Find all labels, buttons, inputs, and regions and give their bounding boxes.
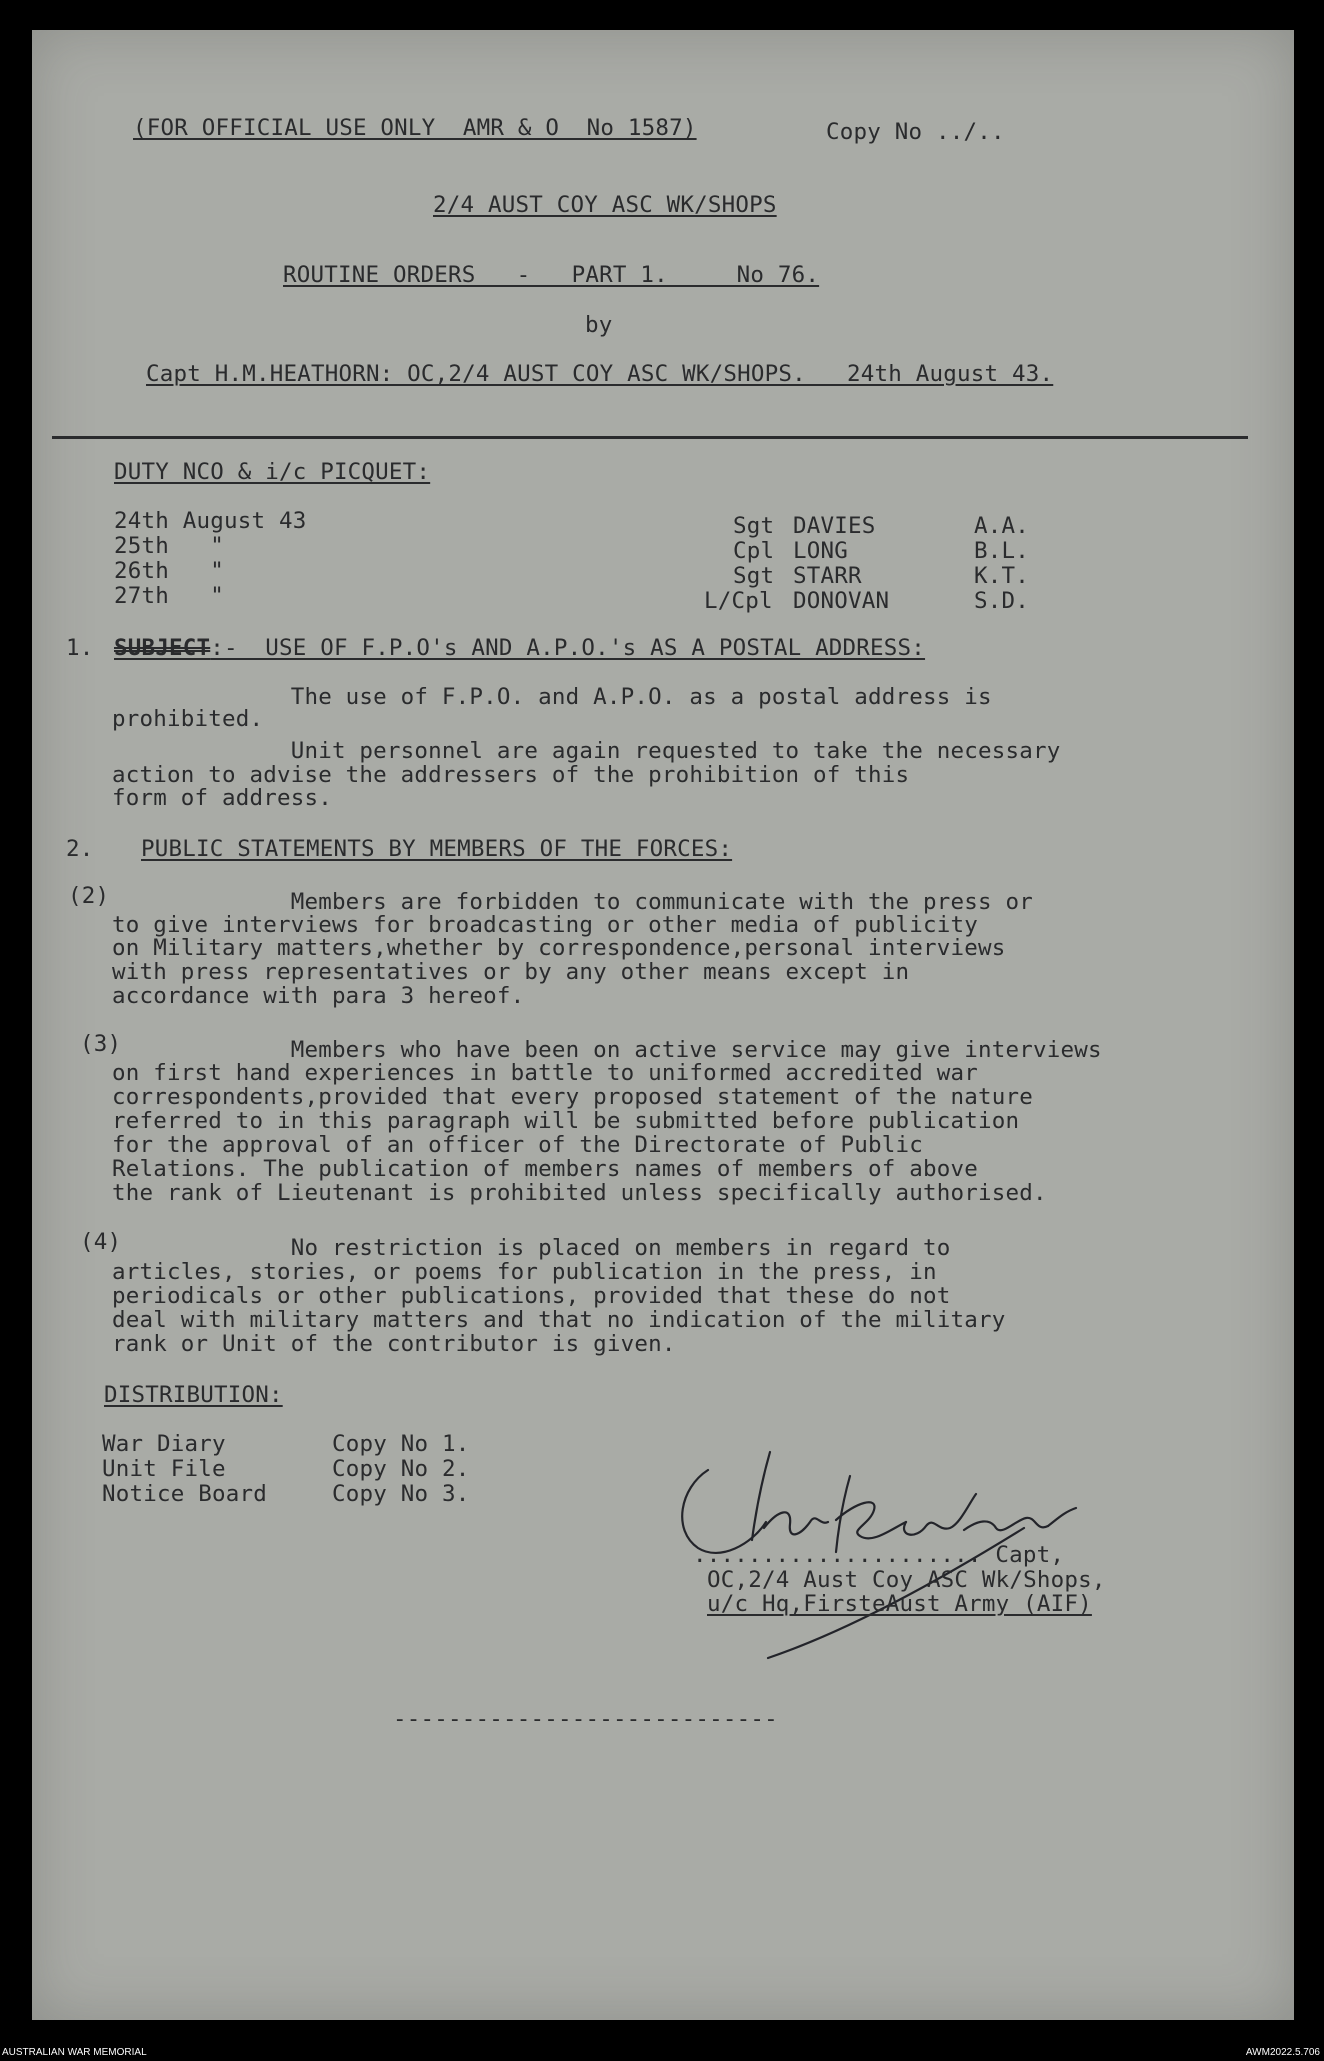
- item1-line: The use of F.P.O. and A.P.O. as a postal address is: [112, 684, 992, 710]
- duty-rank: Cpl: [733, 538, 775, 564]
- distribution-copy: Copy No 2.: [332, 1456, 470, 1482]
- item1-heading: [114, 636, 925, 661]
- para-line: articles, stories, or poems for publication in the press, in: [112, 1259, 937, 1285]
- official-use-line: (FOR OFFICIAL USE ONLY AMR & O No 1587): [133, 115, 697, 141]
- item1-line: form of address.: [112, 785, 332, 811]
- para-line: Members who have been on active service may give interviews: [112, 1037, 1102, 1063]
- duty-date: 25th ": [114, 533, 224, 559]
- para-line: for the approval of an officer of the Directorate of Public: [112, 1132, 924, 1158]
- item1-line: prohibited.: [112, 706, 264, 732]
- duty-name: DAVIES: [793, 513, 876, 539]
- duty-rank: L/Cpl: [704, 588, 773, 614]
- para-line: on first hand experiences in battle to uniformed accredited war: [112, 1060, 979, 1086]
- para-line: Members are forbidden to communicate with the press or: [112, 889, 1033, 915]
- signature-title: OC,2/4 Aust Coy ASC Wk/Shops,: [707, 1567, 1106, 1593]
- para-label: (3): [80, 1031, 122, 1057]
- para-line: Relations. The publication of members names of members of above: [112, 1156, 979, 1182]
- issuer-line: Capt H.M.HEATHORN: OC,2/4 AUST COY ASC WK/SHOPS. 24th August 43.: [146, 361, 1054, 387]
- distribution-copy: Copy No 3.: [332, 1481, 470, 1507]
- duty-rank: Sgt: [733, 513, 775, 539]
- para-line: correspondents,provided that every proposed statement of the nature: [112, 1084, 1033, 1110]
- signature-command: u/c Hq,FirsteAust Army (AIF): [707, 1591, 1092, 1617]
- para-line: with press representatives or by any other means except in: [112, 959, 910, 985]
- para-line: to give interviews for broadcasting or other media of publicity: [112, 912, 979, 938]
- para-label: (4): [80, 1229, 122, 1255]
- distribution-heading: DISTRIBUTION:: [104, 1382, 283, 1408]
- duty-date: 26th ": [114, 558, 224, 584]
- unit-title: 2/4 AUST COY ASC WK/SHOPS: [433, 192, 777, 218]
- distribution-recipient: War Diary: [102, 1431, 226, 1457]
- para-label: (2): [68, 883, 110, 909]
- para-line: rank or Unit of the contributor is given.: [112, 1331, 676, 1357]
- para-line: No restriction is placed on members in regard to: [112, 1235, 951, 1261]
- duty-name: DONOVAN: [793, 588, 890, 614]
- para-line: deal with military matters and that no indication of the military: [112, 1307, 1006, 1333]
- archive-reference: AWM2022.5.706: [1245, 2047, 1320, 2058]
- item-number: 2.: [66, 836, 94, 862]
- para-line: the rank of Lieutenant is prohibited unless specifically authorised.: [112, 1180, 1047, 1206]
- header-rule: [52, 436, 1248, 439]
- distribution-recipient: Notice Board: [102, 1481, 267, 1507]
- duty-initials: S.D.: [974, 588, 1029, 614]
- copy-number: Copy No ../..: [826, 119, 1005, 145]
- orders-title: ROUTINE ORDERS - PART 1. No 76.: [283, 262, 820, 288]
- item1-heading-text: :- USE OF F.P.O's AND A.P.O.'s AS A POSTAL ADDRESS:: [210, 635, 926, 661]
- end-rule: ----------------------------: [393, 1706, 778, 1732]
- para-line: accordance with para 3 hereof.: [112, 983, 525, 1009]
- item2-heading: PUBLIC STATEMENTS BY MEMBERS OF THE FORCES:: [141, 836, 733, 862]
- duty-name: STARR: [793, 563, 862, 589]
- distribution-recipient: Unit File: [102, 1456, 226, 1482]
- item1-line: action to advise the addressers of the prohibition of this: [112, 762, 910, 788]
- duty-date: 24th August 43: [114, 508, 307, 534]
- duty-initials: K.T.: [974, 563, 1029, 589]
- duty-initials: B.L.: [974, 538, 1029, 564]
- para-line: referred to in this paragraph will be submitted before publication: [112, 1108, 1020, 1134]
- by-line: by: [585, 312, 613, 338]
- struck-out-word: SUBJECT: [114, 635, 211, 661]
- duty-initials: A.A.: [974, 513, 1029, 539]
- archive-credit: AUSTRALIAN WAR MEMORIAL: [2, 2047, 147, 2058]
- item1-line: Unit personnel are again requested to take the necessary: [112, 738, 1061, 764]
- para-line: on Military matters,whether by correspondence,personal interviews: [112, 935, 1006, 961]
- distribution-copy: Copy No 1.: [332, 1431, 470, 1457]
- duty-name: LONG: [793, 538, 848, 564]
- duty-rank: Sgt: [733, 563, 775, 589]
- item-number: 1.: [66, 635, 94, 661]
- duty-date: 27th ": [114, 583, 224, 609]
- para-line: periodicals or other publications, provided that these do not: [112, 1283, 951, 1309]
- duty-heading: DUTY NCO & i/c PICQUET:: [114, 459, 431, 485]
- signature-dots: ..................... Capt,: [693, 1542, 1065, 1568]
